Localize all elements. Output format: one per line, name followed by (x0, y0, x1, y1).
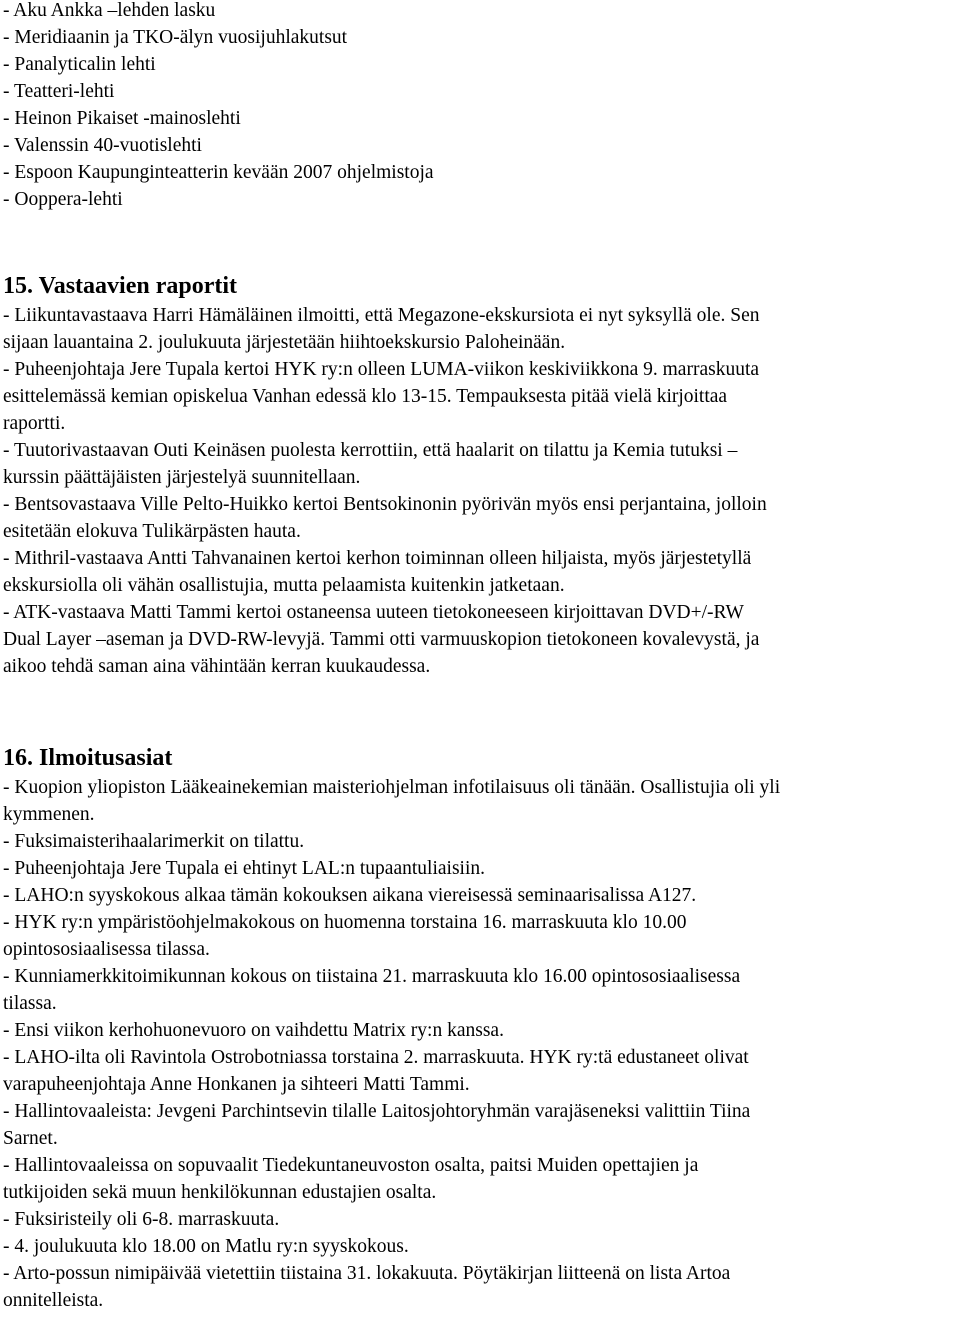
text-line: kurssin päättäjäisten järjestelyä suunnitellaan. (3, 467, 361, 488)
text-line: esitetään elokuva Tulikärpästen hauta. (3, 521, 301, 542)
text-line: - Hallintovaaleissa on sopuvaalit Tiedekuntaneuvoston osalta, paitsi Muiden opettajien ja (3, 1155, 699, 1176)
text-line: - Bentsovastaava Ville Pelto-Huikko kertoi Bentsokinonin pyörivän myös ensi perjantaina, jolloin (3, 494, 767, 515)
text-line: - Tuutorivastaavan Outi Keinäsen puolesta kerrottiin, että haalarit on tilattu ja Kemia tutuksi – (3, 440, 738, 461)
text-line: - HYK ry:n ympäristöohjelmakokous on huomenna torstaina 16. marraskuuta klo 10.00 (3, 912, 687, 933)
section-heading: 16. Ilmoitusasiat (3, 745, 173, 771)
text-line: Sarnet. (3, 1128, 58, 1149)
text-line: - Ensi viikon kerhohuonevuoro on vaihdettu Matrix ry:n kanssa. (3, 1020, 504, 1041)
text-line: - Puheenjohtaja Jere Tupala ei ehtinyt LAL:n tupaantuliaisiin. (3, 858, 485, 879)
text-line: - 4. joulukuuta klo 18.00 on Matlu ry:n syyskokous. (3, 1236, 409, 1257)
text-line: - Puheenjohtaja Jere Tupala kertoi HYK ry:n olleen LUMA-viikon keskiviikkona 9. marraskuuta (3, 359, 760, 380)
text-line: opintososiaalisessa tilassa. (3, 939, 210, 960)
text-line: - ATK-vastaava Matti Tammi kertoi ostaneensa uuteen tietokoneeseen kirjoittavan DVD+/-RW (3, 602, 744, 623)
text-line: - Arto-possun nimipäivää vietettiin tiistaina 31. lokakuuta. Pöytäkirjan liitteenä on lista Artoa (3, 1263, 731, 1284)
text-line: aikoo tehdä saman aina vähintään kerran kuukaudessa. (3, 656, 431, 677)
list-item: - Valenssin 40-vuotislehti (3, 135, 202, 156)
publication-list (0, 0, 434, 213)
text-line: - Fuksiristeily oli 6-8. marraskuuta. (3, 1209, 280, 1230)
text-line: raportti. (3, 413, 66, 434)
text-line: - Liikuntavastaava Harri Hämäläinen ilmoitti, että Megazone-ekskursiota ei nyt syksyllä ole. Sen (3, 305, 760, 326)
text-line: tutkijoiden sekä muun henkilökunnan edustajien osalta. (3, 1182, 437, 1203)
text-line: onnitelleista. (3, 1290, 104, 1311)
text-line: varapuheenjohtaja Anne Honkanen ja sihteeri Matti Tammi. (3, 1074, 470, 1095)
list-item: - Espoon Kaupunginteatterin kevään 2007 ohjelmistoja (3, 162, 434, 183)
text-line: - LAHO-ilta oli Ravintola Ostrobotniassa torstaina 2. marraskuuta. HYK ry:tä edustaneet olivat (3, 1047, 749, 1068)
list-item: - Aku Ankka –lehden lasku (3, 0, 216, 21)
text-line: tilassa. (3, 993, 57, 1014)
text-line: - Mithril-vastaava Antti Tahvanainen kertoi kerhon toiminnan olleen hiljaista, myös järjestetyllä (3, 548, 752, 569)
section-heading: 15. Vastaavien raportit (3, 273, 237, 299)
text-line: kymmenen. (3, 804, 95, 825)
text-line: esittelemässä kemian opiskelua Vanhan edessä klo 13-15. Tempauksesta pitää vielä kirjoittaa (3, 386, 728, 407)
list-item: - Teatteri-lehti (3, 81, 115, 102)
list-item: - Ooppera-lehti (3, 189, 123, 210)
text-line: Dual Layer –aseman ja DVD-RW-levyjä. Tammi otti varmuuskopion tietokoneen kovalevystä, ja (3, 629, 760, 650)
text-line: ekskursiolla oli vähän osallistujia, mutta pelaamista kuitenkin jatketaan. (3, 575, 565, 596)
text-line: sijaan lauantaina 2. joulukuuta järjestetään hiihtoekskursio Paloheinään. (3, 332, 566, 353)
text-line: - Kunniamerkkitoimikunnan kokous on tiistaina 21. marraskuuta klo 16.00 opintososiaalisessa (3, 966, 741, 987)
list-item: - Heinon Pikaiset -mainoslehti (3, 108, 241, 129)
list-item: - Meridiaanin ja TKO-älyn vuosijuhlakutsut (3, 27, 348, 48)
list-item: - Panalyticalin lehti (3, 54, 156, 75)
text-line: - Hallintovaaleista: Jevgeni Parchintsevin tilalle Laitosjohtoryhmän varajäseneksi valittiin Tiina (3, 1101, 751, 1122)
section-16 (0, 742, 780, 1314)
text-line: - LAHO:n syyskokous alkaa tämän kokouksen aikana viereisessä seminaarisalissa A127. (3, 885, 697, 906)
section-15 (0, 270, 767, 680)
text-line: - Kuopion yliopiston Lääkeainekemian maisteriohjelman infotilaisuus oli tänään. Osallistujia oli yli (3, 777, 781, 798)
text-line: - Fuksimaisterihaalarimerkit on tilattu. (3, 831, 305, 852)
